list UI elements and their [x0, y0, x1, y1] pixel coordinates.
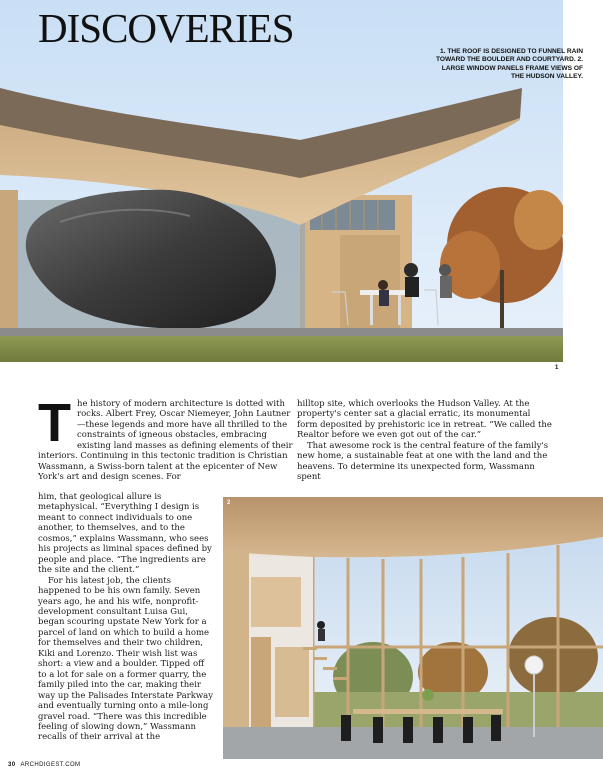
article-intro: he history of modern architecture is dotted with rocks. Albert Frey, Oscar Niemeyer, John Lautner—these legends and more have all thrilled to the constraints of igneous obstacles, embracing existing land masses as defining elements of their interiors. Continuing in this tectonic tradition is Christian Wassmann, a Swiss-born talent at the epicenter of New York's art and design scenes. For	[38, 399, 293, 483]
article-column-left-top	[38, 393, 293, 483]
article-paragraph: hilltop site, which overlooks the Hudson Valley. At the property's center sat a glacial erratic, its monumental form deposited by prehistoric ice in retreat. “We called the Realtor before we even got out of the car.”	[297, 399, 552, 441]
photo1-label: 1	[555, 365, 559, 371]
article-column-left-bottom	[38, 492, 215, 743]
article-paragraph: For his latest job, the clients happened to be his own family. Seven years ago, he and his wife, nonprofit-development consultant Luisa Gui, began scouring upstate New York for a parcel of land on which to build a home for themselves and their two children, Kiki and Lorenzo. Their wish list was short: a view and a boulder. Tipped off to a lot for sale on a former quarry, the family piled into the car, making their way up the Palisades Interstate Parkway and eventually turning onto a mile-long gravel road. “There was this incredible feeling of slowing down,” Wassmann recalls of their arrival at the	[38, 575, 213, 743]
article-paragraph: That awesome rock is the central feature of the family's new home, a sustainable feat at one with the land and the heavens. To determine its unexpected form, Wassmann spent	[297, 440, 549, 483]
article-column-right	[297, 399, 552, 483]
photo2-label: 2	[227, 500, 231, 506]
site-name: ARCHDIGEST.COM	[20, 762, 81, 768]
photo-caption: 1. THE ROOF IS DESIGNED TO FUNNEL RAIN TOWARD THE BOULDER AND COURTYARD. 2. LARGE WINDOW PANELS FRAME VIEWS OF THE HUDSON VALLEY.	[435, 48, 583, 81]
drop-cap: T	[38, 393, 71, 453]
page-number: 30	[8, 762, 16, 768]
article-paragraph: him, that geological allure is metaphysical. “Everything I design is meant to connect individuals to one another, to themselves, and to the cosmos,” explains Wassmann, who sees his projects as liminal spaces defined by people and place. “The ingredients are the site and the client.”	[38, 492, 212, 576]
photo-interior	[223, 497, 603, 759]
page-footer	[8, 762, 80, 768]
section-title: DISCOVERIES	[38, 5, 294, 51]
